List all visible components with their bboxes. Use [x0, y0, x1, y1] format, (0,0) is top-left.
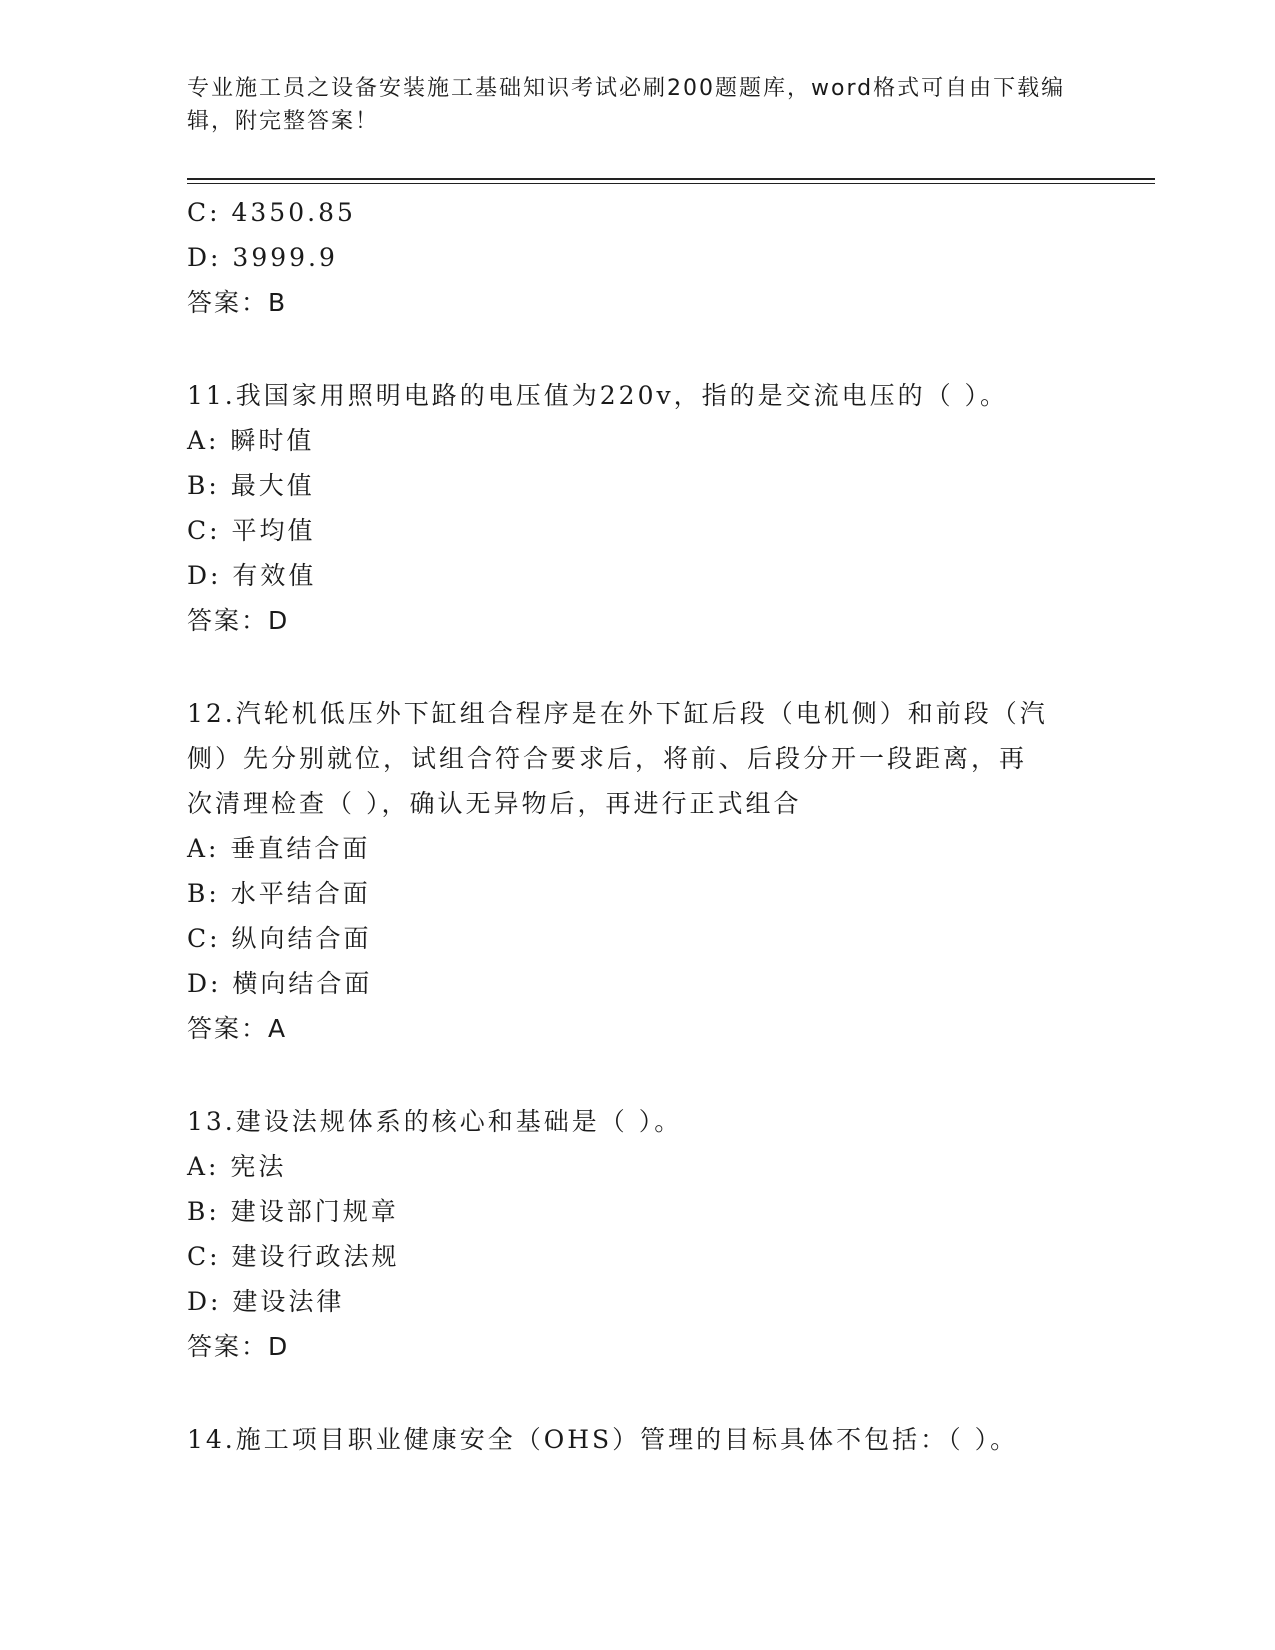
question-text: 11.我国家用照明电路的电压值为220v，指的是交流电压的（ ）。 — [187, 381, 1009, 410]
answer: 答案：A — [187, 1014, 288, 1043]
header-text: 专业施工员之设备安装施工基础知识考试必刷200题题库，word格式可自由下载编辑，附完整答案！ — [187, 76, 1066, 134]
header-divider-thin — [187, 183, 1155, 184]
question-14 — [187, 1417, 1087, 1462]
option-c: C: 纵向结合面 — [187, 924, 372, 953]
option-a: A: 垂直结合面 — [187, 834, 371, 863]
question-12 — [187, 691, 1087, 1052]
option-c: C: 平均值 — [187, 516, 316, 545]
option-b: B: 水平结合面 — [187, 879, 371, 908]
previous-question-tail — [187, 190, 1087, 326]
question-11 — [187, 373, 1087, 644]
answer: 答案：D — [187, 606, 290, 635]
option-d: D: 有效值 — [187, 561, 317, 590]
option-b: B: 建设部门规章 — [187, 1197, 399, 1226]
answer: 答案：D — [187, 1332, 290, 1361]
option-c: C: 4350.85 — [187, 198, 356, 227]
document-body — [187, 190, 1087, 1462]
option-a: A: 瞬时值 — [187, 426, 315, 455]
header-divider-thick — [187, 178, 1155, 180]
answer: 答案：B — [187, 288, 288, 317]
question-text-line-2: 侧）先分别就位，试组合符合要求后，将前、后段分开一段距离，再 — [187, 744, 1028, 773]
question-text-line-3: 次清理检查（ ），确认无异物后，再进行正式组合 — [187, 789, 802, 818]
option-d: D: 建设法律 — [187, 1287, 345, 1316]
question-13 — [187, 1099, 1087, 1370]
option-d: D: 3999.9 — [187, 243, 338, 272]
question-text: 14.施工项目职业健康安全（OHS）管理的目标具体不包括：（ ）。 — [187, 1425, 1019, 1454]
question-text: 13.建设法规体系的核心和基础是（ ）。 — [187, 1107, 683, 1136]
document-header — [187, 72, 1077, 138]
option-b: B: 最大值 — [187, 471, 315, 500]
option-c: C: 建设行政法规 — [187, 1242, 400, 1271]
option-a: A: 宪法 — [187, 1152, 287, 1181]
question-text-line-1: 12.汽轮机低压外下缸组合程序是在外下缸后段（电机侧）和前段（汽 — [187, 699, 1048, 728]
option-d: D: 横向结合面 — [187, 969, 373, 998]
